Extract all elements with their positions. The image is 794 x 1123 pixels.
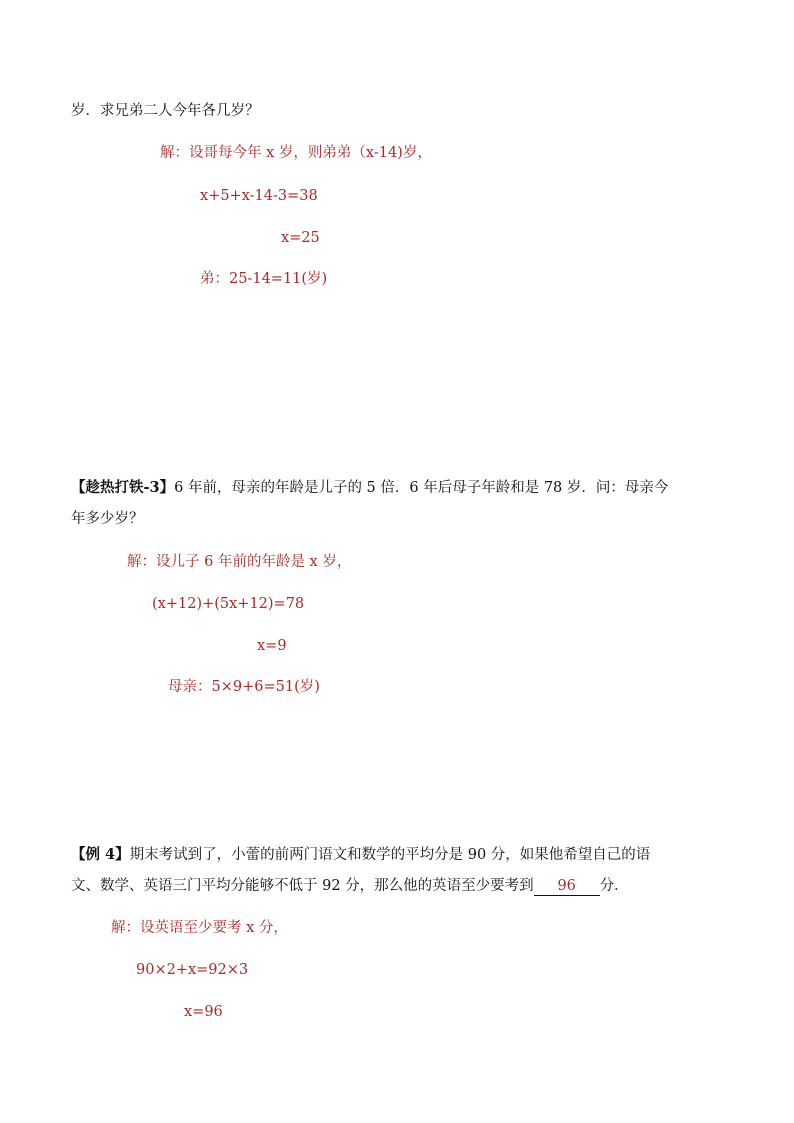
- practice-problem-line1: [71, 478, 668, 498]
- solution-intro: 解：设哥每今年 x 岁，则弟弟（x-14)岁，: [160, 145, 432, 161]
- solution-result: x=9: [257, 638, 287, 654]
- solution-result: x=96: [184, 1004, 223, 1020]
- example-tag: 【例 4】: [71, 846, 130, 863]
- answer-blank: 96: [534, 877, 600, 896]
- practice-tag: 【趁热打铁-3】: [71, 479, 175, 496]
- example-text-1: 期末考试到了，小蕾的前两门语文和数学的平均分是 90 分，如果他希望自己的语: [129, 847, 651, 863]
- solution-answer: 母亲：5×9+6=51(岁): [168, 679, 320, 695]
- example-text-3: 分．: [599, 878, 629, 894]
- solution-equation: 90×2+x=92×3: [136, 962, 249, 978]
- solution-equation: x+5+x-14-3=38: [200, 188, 318, 204]
- solution-answer: 弟：25-14=11(岁): [200, 271, 328, 287]
- solution-intro: 解：设英语至少要考 x 分，: [111, 920, 288, 936]
- solution-equation: (x+12)+(5x+12)=78: [152, 596, 305, 612]
- solution-intro: 解：设儿子 6 年前的年龄是 x 岁，: [127, 554, 352, 570]
- example-problem-line2: [71, 876, 629, 896]
- solution-result: x=25: [281, 230, 320, 246]
- practice-text-1: 6 年前，母亲的年龄是儿子的 5 倍．6 年后母子年龄和是 78 岁．问：母亲今: [174, 480, 669, 496]
- practice-problem-line2: 年多少岁？: [71, 511, 144, 527]
- example-text-2: 文、数学、英语三门平均分能够不低于 92 分，那么他的英语至少要考到: [71, 878, 534, 894]
- problem-text: 岁．求兄弟二人今年各几岁？: [71, 103, 260, 119]
- example-problem-line1: [71, 845, 650, 865]
